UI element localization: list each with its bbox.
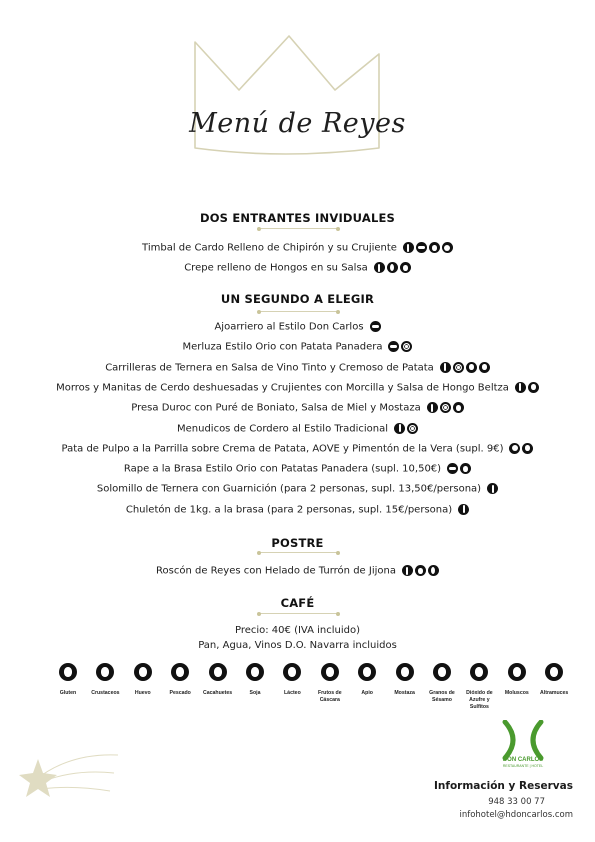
menu-item [0,504,595,517]
peanut-icon [209,663,227,681]
gluten-icon [458,504,469,515]
gluten-icon [374,262,385,273]
shooting-star-icon [14,745,124,805]
legend-item [422,663,462,704]
legend-item [310,663,350,704]
nuts-icon [321,663,339,681]
ring-icon [509,443,520,454]
menu-item-text: Ajoarriero al Estilo Don Carlos [214,321,364,333]
section-title-segundo: UN SEGUNDO A ELEGIR [220,292,375,306]
legend-item [123,663,163,697]
don-carlos-logo [499,720,547,760]
menu-item [0,423,595,436]
ring-icon [442,242,453,253]
gluten-icon [515,382,526,393]
menu-item [0,321,595,334]
allergen-legend [48,663,569,723]
egg-icon [134,663,152,681]
dairy-icon [415,565,426,576]
legend-label: Moluscos [504,690,529,696]
legend-label: Apio [361,690,373,696]
dairy-icon [466,362,477,373]
section-title-cafe: CAFÉ [280,596,315,610]
fish-icon [171,663,189,681]
logo-subtitle: RESTAURANTE | HOTEL [502,764,544,768]
allergen-icons [372,262,411,275]
fish-icon [416,242,427,253]
menu-item [0,565,595,578]
section-title-postre: POSTRE [271,536,324,550]
menu-item [0,443,595,456]
menu-item [0,463,595,476]
section-divider [259,552,338,553]
gluten-icon [487,483,498,494]
mustard-icon [396,663,414,681]
allergen-icons [386,341,412,354]
menu-item [0,242,595,255]
legend-item [272,663,312,697]
allergen-icons [368,321,381,334]
fish-icon [370,321,381,332]
legend-item [160,663,200,697]
allergen-icons [392,423,418,436]
menu-item [0,262,595,275]
menu-item-text: Rape a la Brasa Estilo Orio con Patatas Panadera (supl. 10,50€) [123,463,442,475]
menu-item [0,341,595,354]
legend-label: Soja [249,690,261,696]
section-title-entrantes: DOS ENTRANTES INVIDUALES [199,211,396,225]
dairy-icon [429,242,440,253]
dairy-icon [460,463,471,474]
menu-item-text: Roscón de Reyes con Helado de Turrón de Jijona [156,565,396,577]
sulfite-icon [401,341,412,352]
wheat-icon [59,663,77,681]
legend-item [48,663,88,697]
gluten-icon [402,565,413,576]
legend-label: Frutos de Cáscara [317,690,342,703]
legend-label: Huevo [134,690,151,696]
legend-item [85,663,125,697]
legend-item [385,663,425,697]
section-divider [259,311,338,312]
sesame-icon [453,362,464,373]
allergen-icons [456,504,469,517]
menu-item-text: Menudicos de Cordero al Estilo Tradicional [176,422,389,434]
legend-item [534,663,574,697]
dairy-icon [453,402,464,413]
lupin-icon [545,663,563,681]
legend-item [235,663,275,697]
legend-label: Cacahuetes [203,690,233,696]
gluten-icon [403,242,414,253]
allergen-icons [401,242,453,255]
sesame-icon [440,402,451,413]
legend-item [459,663,499,711]
menu-item-text: Presa Duroc con Puré de Boniato, Salsa de Miel y Mostaza [131,402,421,414]
sulfite-icon [470,663,488,681]
legend-label: Pescado [169,690,191,696]
section-divider [259,613,338,614]
menu-item [0,382,595,395]
legend-label: Altramuces [540,690,569,696]
legend-item [198,663,238,697]
allergen-icons [507,443,533,456]
gluten-icon [394,423,405,434]
allergen-icons [445,463,471,476]
mollusc-icon [508,663,526,681]
menu-title: Menú de Reyes [189,108,406,139]
menu-item-text: Crepe relleno de Hongos en su Salsa [184,262,368,274]
includes-text: Pan, Agua, Vinos D.O. Navarra incluidos [198,640,397,651]
allergen-icons [438,362,490,375]
crab-icon [96,663,114,681]
dairy-icon [528,382,539,393]
section-divider [259,228,338,229]
menu-item [0,402,595,415]
legend-item [347,663,387,697]
gluten-icon [440,362,451,373]
allergen-icons [513,382,539,395]
sulfite-icon [407,423,418,434]
legend-label: Dióxido de Azufre y Sulfitos [466,690,493,710]
fish-icon [447,463,458,474]
dairy-icon [522,443,533,454]
soy-icon [246,663,264,681]
menu-item-text: Chuletón de 1kg. a la brasa (para 2 personas, supl. 15€/persona) [125,503,453,515]
price-text: Precio: 40€ (IVA incluido) [234,625,361,636]
egg-icon [387,262,398,273]
allergen-icons [425,402,464,415]
contact-title: Información y Reservas [434,780,573,792]
menu-item-text: Timbal de Cardo Relleno de Chipirón y su Crujiente [142,242,397,254]
gluten-icon [427,402,438,413]
fish-icon [388,341,399,352]
legend-label: Lácteo [284,690,301,696]
egg-icon [428,565,439,576]
logo-name: DON CARLOS [502,757,544,763]
menu-item [0,483,595,496]
legend-item [497,663,537,697]
dairy-icon [400,262,411,273]
allergen-icons [485,483,498,496]
celery-icon [479,362,490,373]
contact-email[interactable]: infohotel@hdoncarlos.com [459,810,573,820]
menu-item-text: Merluza Estilo Orio con Patata Panadera [182,341,383,353]
legend-label: Granos de Sésamo [429,690,455,703]
legend-label: Crustaceos [91,690,120,696]
menu-item-text: Solomillo de Ternera con Guarnición (para 2 personas, supl. 13,50€/persona) [96,483,482,495]
milk-icon [283,663,301,681]
menu-item-text: Carrilleras de Ternera en Salsa de Vino Tinto y Cremoso de Patata [105,361,434,373]
menu-item-text: Pata de Pulpo a la Parrilla sobre Crema de Patata, AOVE y Pimentón de la Vera (supl. 9€) [61,443,504,455]
sesame-icon [433,663,451,681]
contact-phone[interactable]: 948 33 00 77 [488,797,545,807]
celery-icon [358,663,376,681]
allergen-icons [400,565,439,578]
legend-label: Gluten [59,690,77,696]
menu-item [0,362,595,375]
legend-label: Mostaza [394,690,415,696]
menu-item-text: Morros y Manitas de Cerdo deshuesadas y Crujientes con Morcilla y Salsa de Hongo Beltza [56,382,509,394]
